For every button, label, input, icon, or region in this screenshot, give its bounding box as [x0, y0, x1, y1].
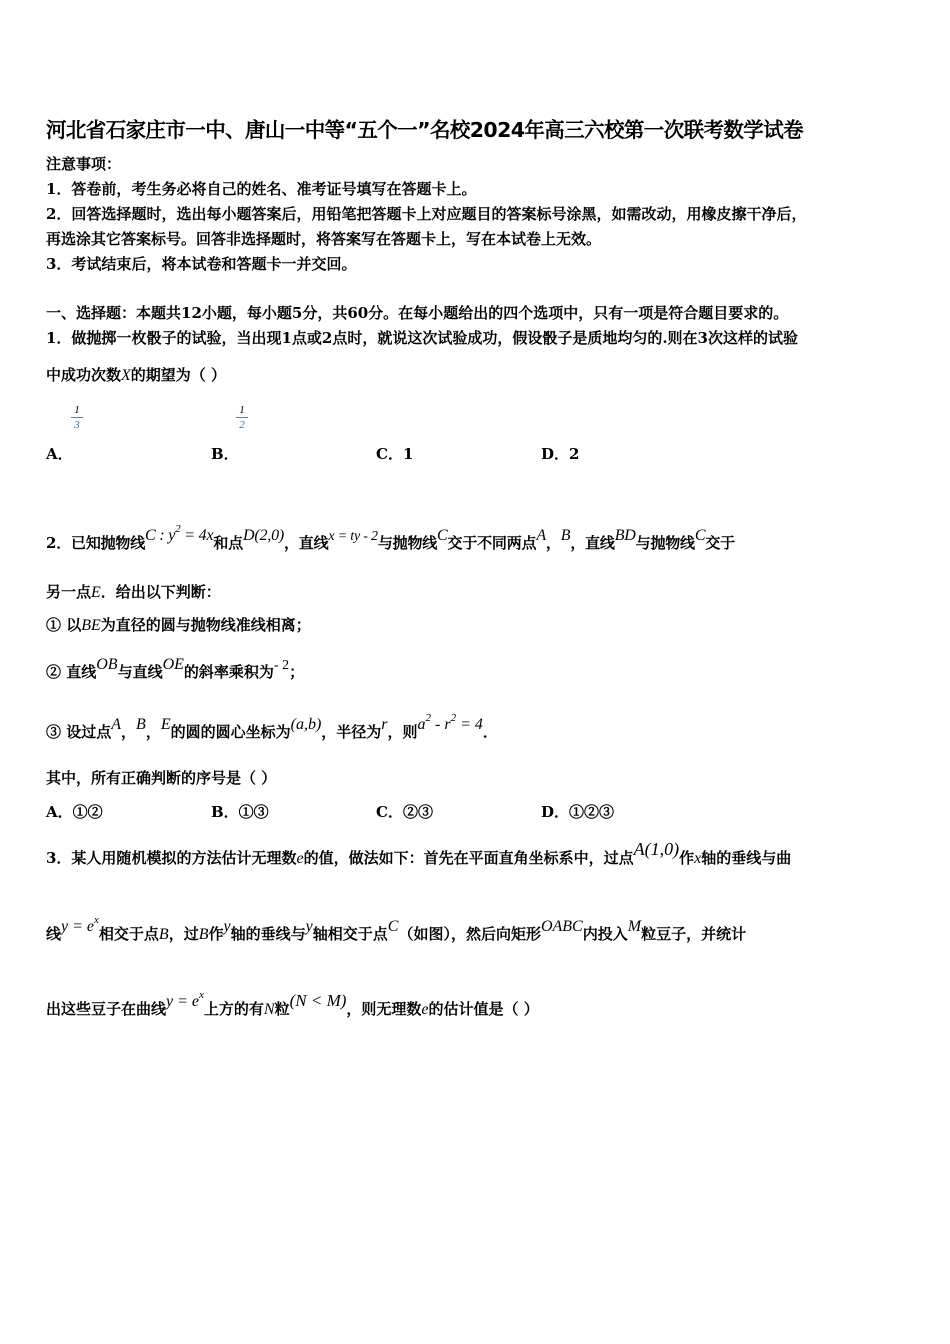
page-title: 河北省石家庄市一中、唐山一中等“五个一”名校2024年高三六校第一次联考数学试卷 — [46, 118, 804, 142]
q1-stem-line2: 中成功次数X的期望为（ ） — [46, 366, 227, 384]
q1-option-a[interactable]: A． — [46, 445, 73, 463]
q2-judgement-2: ② 直线OB与直线OE的斜率乘积为- 2； — [46, 656, 305, 681]
notice-heading: 注意事项： — [46, 155, 122, 173]
notice-item: 1．答卷前，考生务必将自己的姓名、准考证号填写在答题卡上。 — [46, 180, 477, 198]
q3-stem-line2: 线$y = e^x$相交于点B，过B作y轴的垂线与y轴相交于点C（如图），然后向矩形OABC内投入M粒豆子，并统计 — [46, 914, 747, 943]
q1-stem-line1: 1．做抛掷一枚骰子的试验，当出现1点或2点时，就说这次试验成功，假设骰子是质地均匀的.则在3次这样的试验 — [46, 329, 798, 347]
q2-judgement-3: ③ 设过点A，B，E的圆的圆心坐标为(a,b)，半径为r，则$a^2 - r^2 = 4$． — [46, 712, 498, 741]
q3-stem-line1: 3．某人用随机模拟的方法估计无理数e的值，做法如下：首先在平面直角坐标系中，过点A(1,0)作x轴的垂线与曲 — [46, 839, 792, 867]
notice-item: 2．回答选择题时，选出每小题答案后，用铅笔把答题卡上对应题目的答案标号涂黑，如需改动，用橡皮擦干净后， — [46, 205, 807, 223]
section-heading: 一、选择题：本题共12小题，每小题5分，共60分。在每小题给出的四个选项中，只有一项是符合题目要求的。 — [46, 304, 789, 322]
q2-judgement-1: ① 以BE为直径的圆与抛物线准线相离； — [46, 616, 311, 634]
q1-option-a-fraction: 1 3 — [71, 404, 83, 431]
q1-option-b-fraction: 1 2 — [236, 404, 248, 431]
q2-stem-line1: 2．已知抛物线C : $y^2 = 4x$和点D(2,0)，直线x = ty - 2与抛物线C交于不同两点A，B，直线BD与抛物线C交于 — [46, 523, 735, 552]
q2-option-d[interactable]: D．①②③ — [541, 803, 615, 821]
q2-stem-line2: 另一点E．给出以下判断： — [46, 583, 221, 601]
q2-question: 其中，所有正确判断的序号是（ ） — [46, 769, 277, 787]
q1-option-b[interactable]: B． — [211, 445, 239, 463]
notice-item: 再选涂其它答案标号。回答非选择题时，将答案写在答题卡上，写在本试卷上无效。 — [46, 230, 602, 248]
q1-option-d[interactable]: D．2 — [541, 445, 580, 463]
q1-option-c[interactable]: C．1 — [376, 445, 414, 463]
q2-option-a[interactable]: A．①② — [46, 803, 103, 821]
q2-option-c[interactable]: C．②③ — [376, 803, 433, 821]
notice-item: 3．考试结束后，将本试卷和答题卡一并交回。 — [46, 255, 357, 273]
q3-stem-line3: 出这些豆子在曲线$y = e^x$上方的有N粒(N < M)，则无理数e的估计值是（ ） — [46, 989, 539, 1018]
q2-option-b[interactable]: B．①③ — [211, 803, 269, 821]
